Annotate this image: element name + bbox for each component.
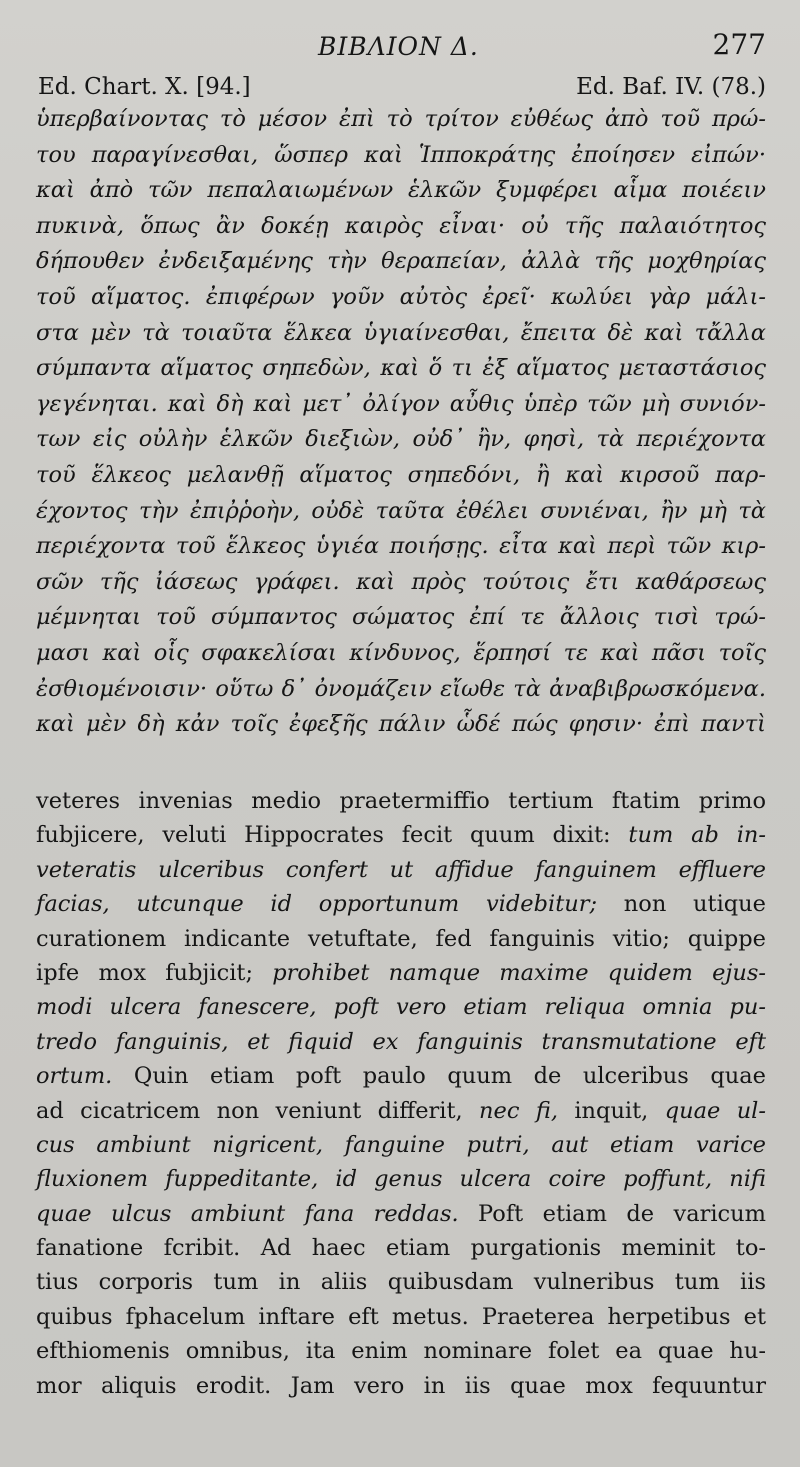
latin-italic-segment: quae ulcus ambiunt fana reddas. bbox=[36, 1200, 459, 1227]
latin-roman-segment: mor aliquis erodit. Jam vero in iis quae mox fequuntur bbox=[36, 1372, 766, 1399]
latin-roman-segment: inquit, bbox=[557, 1097, 665, 1124]
latin-text-block bbox=[36, 784, 766, 1403]
latin-text-line bbox=[36, 1094, 766, 1128]
latin-roman-segment: Poft etiam de varicum bbox=[458, 1200, 766, 1227]
latin-italic-segment: cus ambiunt nigricent, fanguine putri, aut etiam varice bbox=[36, 1131, 766, 1158]
latin-roman-segment: efthiomenis omnibus, ita enim nominare folet ea quae hu- bbox=[36, 1338, 766, 1365]
latin-roman-segment: ad cicatricem non veniunt differit, bbox=[36, 1097, 480, 1124]
greek-text-line: περιέχοντα τοῦ ἕλκεος ὑγιέα ποιήσῃς. εἶτα καὶ περὶ τῶν κιρ- bbox=[36, 533, 766, 560]
latin-roman-segment: fanatione fcribit. Ad haec etiam purgationis meminit to- bbox=[36, 1235, 766, 1262]
edition-chart-reference: Ed. Chart. X. [94.] bbox=[38, 74, 251, 100]
greek-text-line: γεγένηται. καὶ δὴ καὶ μετ᾽ ὀλίγον αὖθις ὑπὲρ τῶν μὴ συνιόν- bbox=[36, 390, 766, 417]
latin-text-line bbox=[36, 818, 766, 852]
latin-roman-segment: non utique bbox=[597, 891, 766, 918]
greek-text-line: ὑπερβαίνοντας τὸ μέσον ἐπὶ τὸ τρίτον εὐθέως ἀπὸ τοῦ πρώ- bbox=[36, 106, 766, 132]
greek-text-line: μασι καὶ οἷς σφακελίσαι κίνδυνος, ἕρπησί τε καὶ πᾶσι τοῖς bbox=[36, 639, 766, 666]
latin-text-line bbox=[36, 1059, 766, 1093]
greek-text-line: ἐσθιομένοισιν· οὕτω δ᾽ ὀνομάζειν εἴωθε τὰ ἀναβιβρωσκόμενα. bbox=[36, 675, 766, 702]
latin-text-line bbox=[36, 887, 766, 921]
latin-italic-segment: nec fi, bbox=[479, 1097, 558, 1124]
page-number: 277 bbox=[712, 28, 766, 61]
greek-text-line: καὶ μὲν δὴ κἀν τοῖς ἐφεξῆς πάλιν ὧδέ πώς φησιν· ἐπὶ παντὶ bbox=[36, 711, 766, 738]
latin-text-line bbox=[36, 1231, 766, 1265]
latin-italic-segment: veteratis ulceribus confert ut affidue fanguinem effluere bbox=[36, 856, 766, 883]
latin-italic-segment: ortum. bbox=[36, 1063, 113, 1090]
latin-text-line bbox=[36, 1334, 766, 1368]
latin-text-line bbox=[36, 1300, 766, 1334]
latin-text-line bbox=[36, 1369, 766, 1403]
greek-text-line: τοῦ ἕλκεος μελανθῇ αἵματος σηπεδόνι, ἢ καὶ κιρσοῦ παρ- bbox=[36, 461, 766, 488]
latin-text-line bbox=[36, 922, 766, 956]
latin-roman-segment: veteres invenias medio praetermiffio tertium ftatim primo bbox=[36, 788, 766, 814]
greek-text-line: πυκινὰ, ὅπως ἂν δοκέῃ καιρὸς εἶναι· οὐ τῆς παλαιότητος bbox=[36, 212, 766, 239]
latin-text-line bbox=[36, 1025, 766, 1059]
latin-italic-segment: fluxionem fuppeditante, id genus ulcera coire poffunt, nifi bbox=[36, 1166, 766, 1193]
greek-text-line: σῶν τῆς ἰάσεως γράφει. καὶ πρὸς τούτοις ἔτι καθάρσεως bbox=[36, 568, 766, 595]
latin-italic-segment: tredo fanguinis, et fiquid ex fanguinis transmutatione eft bbox=[36, 1028, 766, 1055]
greek-text-line: δήπουθεν ἐνδειξαμένης τὴν θεραπείαν, ἀλλὰ τῆς μοχθηρίας bbox=[36, 248, 766, 275]
greek-text-line: μέμνηται τοῦ σύμπαντος σώματος ἐπί τε ἄλλοις τισὶ τρώ- bbox=[36, 604, 766, 631]
page-header bbox=[0, 28, 800, 68]
latin-text-line bbox=[36, 784, 766, 818]
latin-roman-segment: tius corporis tum in aliis quibusdam vulneribus tum iis bbox=[36, 1269, 766, 1296]
latin-roman-segment: fubjicere, veluti Hippocrates fecit quum dixit: bbox=[36, 822, 629, 849]
latin-text-line bbox=[36, 853, 766, 887]
greek-text-line: σύμπαντα αἵματος σηπεδὼν, καὶ ὅ τι ἐξ αἵματος μεταστάσιος bbox=[36, 355, 766, 382]
latin-italic-segment: prohibet namque maxime quidem ejus- bbox=[272, 959, 766, 986]
greek-text-line: των εἰς οὐλὴν ἑλκῶν διεξιὼν, οὐδ᾽ ἢν, φησὶ, τὰ περιέχοντα bbox=[36, 426, 766, 453]
latin-roman-segment: curationem indicante vetuftate, fed fanguinis vitio; quippe bbox=[36, 925, 766, 952]
latin-italic-segment: facias, utcunque id opportunum videbitur; bbox=[36, 891, 598, 918]
greek-text-line: καὶ ἀπὸ τῶν πεπαλαιωμένων ἑλκῶν ξυμφέρει αἷμα ποιέειν bbox=[36, 177, 766, 204]
latin-text-line bbox=[36, 1162, 766, 1196]
latin-italic-segment: tum ab in- bbox=[628, 822, 766, 849]
edition-basel-reference: Ed. Baf. IV. (78.) bbox=[576, 74, 766, 100]
greek-text-line: του παραγίνεσθαι, ὥσπερ καὶ Ἱπποκράτης ἐποίησεν εἰπών· bbox=[36, 141, 766, 168]
latin-text-line bbox=[36, 1128, 766, 1162]
running-title: ΒΙΒΛΙΟΝ Δ. bbox=[318, 32, 479, 61]
latin-text-line bbox=[36, 1265, 766, 1299]
latin-roman-segment: ipfe mox fubjicit; bbox=[36, 959, 273, 986]
greek-text-line: έχοντος τὴν ἐπιῤῥοὴν, οὐδὲ ταῦτα ἐθέλει συνιέναι, ἢν μὴ τὰ bbox=[36, 497, 766, 524]
greek-text-line: στα μὲν τὰ τοιαῦτα ἕλκεα ὑγιαίνεσθαι, ἔπειτα δὲ καὶ τἄλλα bbox=[36, 319, 766, 346]
latin-text-line bbox=[36, 1197, 766, 1231]
latin-text-line bbox=[36, 990, 766, 1024]
latin-text-line bbox=[36, 956, 766, 990]
greek-text-block bbox=[36, 102, 766, 743]
latin-roman-segment: quibus fphacelum inftare eft metus. Praeterea herpetibus et bbox=[36, 1303, 766, 1330]
latin-italic-segment: quae ul- bbox=[664, 1097, 766, 1124]
latin-roman-segment: Quin etiam poft paulo quum de ulceribus quae bbox=[112, 1063, 766, 1090]
greek-text-line: τοῦ αἵματος. ἐπιφέρων γοῦν αὐτὸς ἐρεῖ· κωλύει γὰρ μάλι- bbox=[36, 283, 766, 310]
latin-italic-segment: modi ulcera fanescere, poft vero etiam reliqua omnia pu- bbox=[36, 994, 766, 1021]
